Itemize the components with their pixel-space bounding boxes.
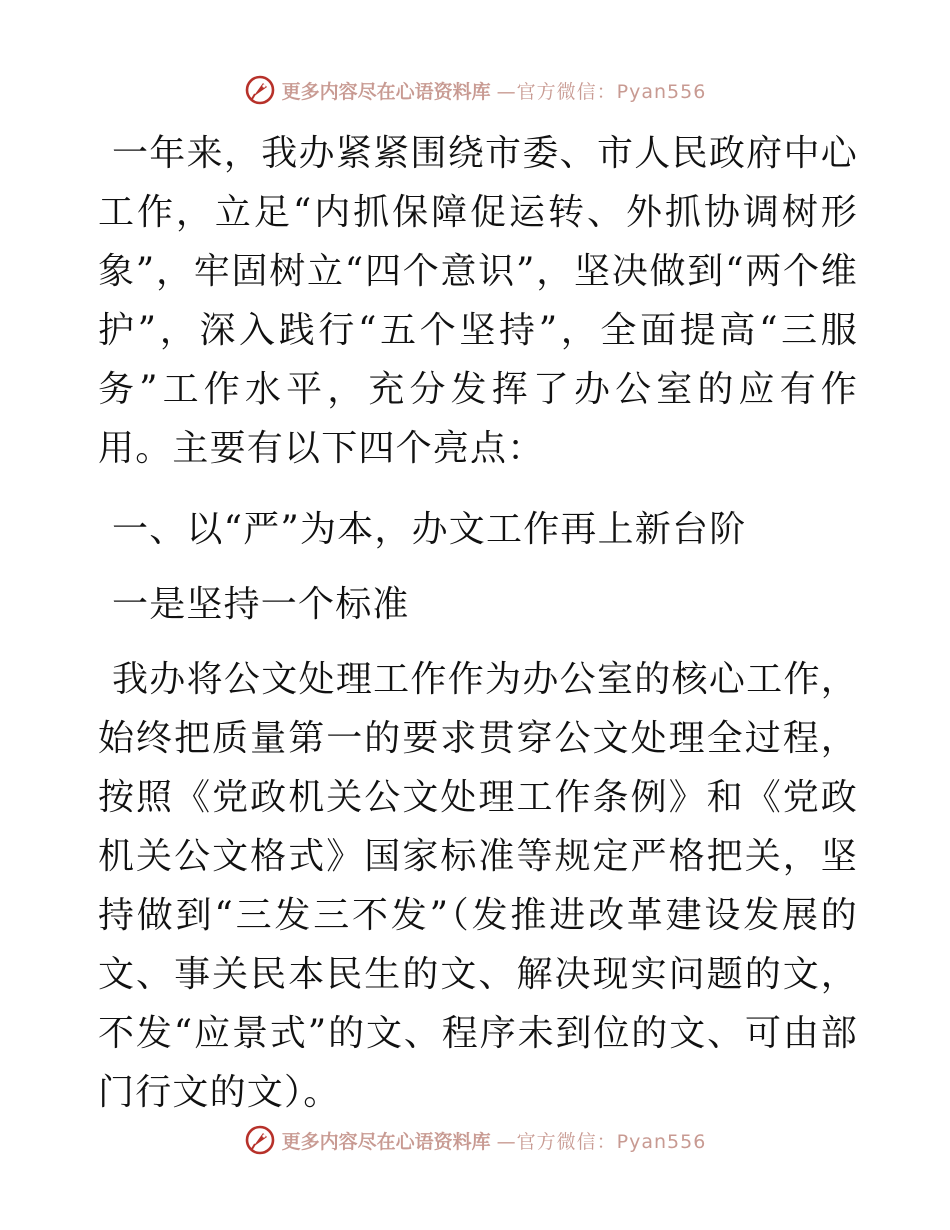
- watermark-main-text: 更多内容尽在心语资料库: [281, 80, 491, 103]
- watermark-sub-text: —官方微信：Pyan556: [496, 80, 707, 103]
- section-heading: 一、以“严”为本，办文工作再上新台阶: [112, 509, 747, 550]
- pen-nib-circle-icon: [244, 1124, 276, 1156]
- header-watermark: [0, 72, 950, 108]
- footer-watermark: [0, 1122, 950, 1158]
- sub-heading: 一是坚持一个标准: [112, 584, 410, 625]
- document-body: [98, 124, 858, 1122]
- body-paragraph: 我办将公文处理工作作为办公室的核心工作，始终把质量第一的要求贯穿公文处理全过程，按照《党政机关公文处理工作条例》和《党政机关公文格式》国家标准等规定严格把关，坚持做到“三发三不发”（发推进改革建设发展的文、事关民本民生的文、解决现实问题的文，不发“应景式”的文、程序未到位的文、可由部门行文的文）。: [98, 659, 858, 1113]
- pen-nib-circle-icon: [244, 74, 276, 106]
- watermark-main-text: 更多内容尽在心语资料库: [281, 1130, 491, 1153]
- watermark-sub-text: —官方微信：Pyan556: [496, 1130, 707, 1153]
- intro-paragraph: 一年来，我办紧紧围绕市委、市人民政府中心工作，立足“内抓保障促运转、外抓协调树形象”，牢固树立“四个意识”，坚决做到“两个维护”，深入践行“五个坚持”，全面提高“三服务”工作水平，充分发挥了办公室的应有作用。主要有以下四个亮点：: [98, 133, 858, 469]
